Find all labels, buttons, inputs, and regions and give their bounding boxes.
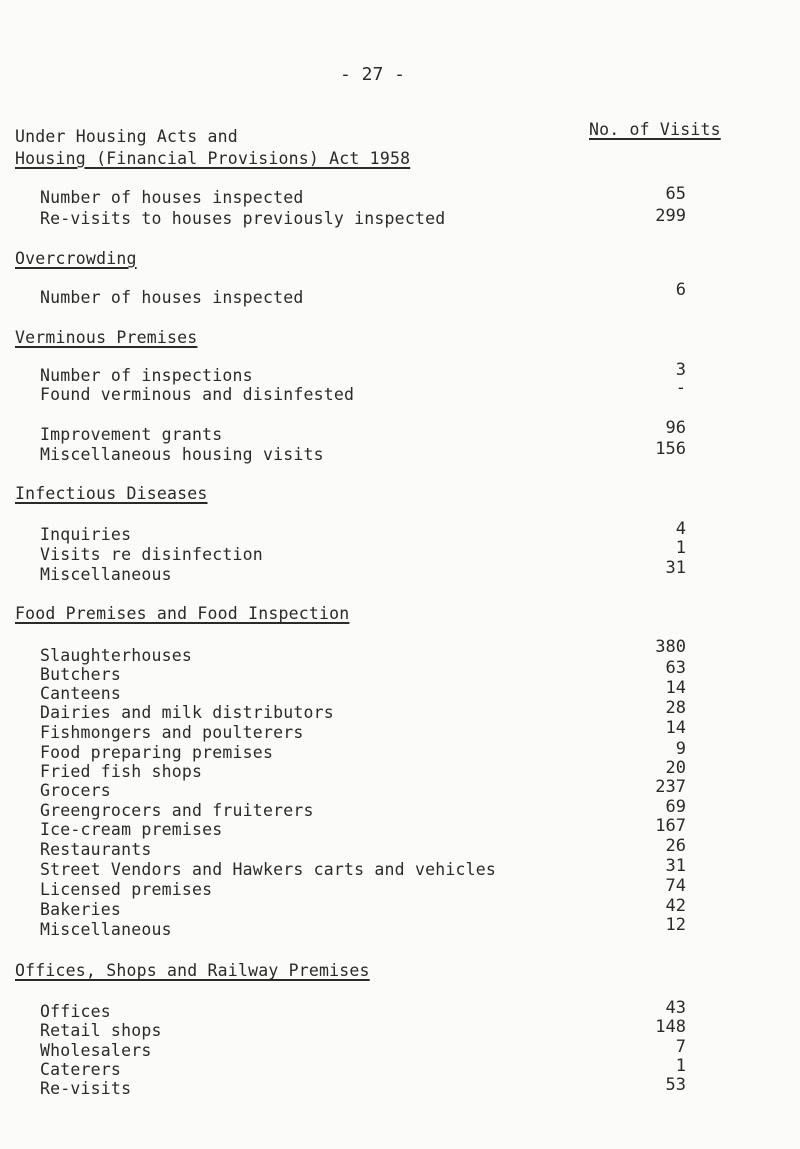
section-title-verminous: Verminous Premises bbox=[15, 328, 198, 347]
row-label: Miscellaneous bbox=[40, 565, 172, 584]
row-label: Number of inspections bbox=[40, 366, 253, 385]
row-label: Number of houses inspected bbox=[40, 288, 304, 307]
row-value: 14 bbox=[665, 718, 686, 738]
row-value: 12 bbox=[665, 915, 686, 935]
row-value: 299 bbox=[655, 206, 686, 226]
row-value: 9 bbox=[675, 739, 686, 759]
row-label: Re-visits bbox=[40, 1079, 132, 1098]
row-label: Wholesalers bbox=[40, 1041, 152, 1060]
row-label: Grocers bbox=[40, 781, 111, 800]
row-label: Slaughterhouses bbox=[40, 646, 193, 665]
page-number: - 27 - bbox=[340, 64, 406, 85]
row-value: 65 bbox=[665, 184, 686, 204]
row-label: Number of houses inspected bbox=[40, 188, 304, 207]
row-label: Canteens bbox=[40, 684, 122, 703]
row-label: Fishmongers and poulterers bbox=[40, 723, 304, 742]
section-title-food: Food Premises and Food Inspection bbox=[15, 604, 350, 623]
row-value: 1 bbox=[675, 1056, 686, 1076]
row-value: 237 bbox=[655, 777, 686, 797]
row-value: 3 bbox=[675, 360, 686, 380]
row-label: Caterers bbox=[40, 1060, 122, 1079]
row-value: 167 bbox=[655, 816, 686, 836]
row-value: 42 bbox=[665, 896, 686, 916]
row-value: 156 bbox=[655, 439, 686, 459]
column-header: No. of Visits bbox=[589, 120, 721, 139]
row-label: Ice-cream premises bbox=[40, 820, 223, 839]
row-label: Re-visits to houses previously inspected bbox=[40, 209, 446, 228]
row-label: Licensed premises bbox=[40, 880, 213, 899]
row-value: 4 bbox=[675, 519, 686, 539]
row-value: 20 bbox=[665, 758, 686, 778]
heading-line-2: Housing (Financial Provisions) Act 1958 bbox=[15, 149, 411, 168]
row-label: Found verminous and disinfested bbox=[40, 385, 355, 404]
row-value: 7 bbox=[675, 1037, 686, 1057]
row-label: Visits re disinfection bbox=[40, 545, 263, 564]
row-value: 28 bbox=[665, 698, 686, 718]
row-label: Greengrocers and fruiterers bbox=[40, 801, 314, 820]
row-value: 148 bbox=[655, 1017, 686, 1037]
row-value: - bbox=[675, 378, 686, 398]
row-value: 26 bbox=[665, 836, 686, 856]
row-label: Restaurants bbox=[40, 840, 152, 859]
row-value: 380 bbox=[655, 637, 686, 657]
row-value: 63 bbox=[665, 658, 686, 678]
row-label: Miscellaneous bbox=[40, 920, 172, 939]
row-value: 74 bbox=[665, 876, 686, 896]
row-value: 6 bbox=[675, 280, 686, 300]
row-label: Offices bbox=[40, 1002, 111, 1021]
row-value: 31 bbox=[665, 558, 686, 578]
row-value: 31 bbox=[665, 856, 686, 876]
section-title-overcrowding: Overcrowding bbox=[15, 249, 137, 268]
row-label: Improvement grants bbox=[40, 425, 223, 444]
row-value: 14 bbox=[665, 678, 686, 698]
row-value: 43 bbox=[665, 998, 686, 1018]
row-label: Miscellaneous housing visits bbox=[40, 445, 324, 464]
section-title-infectious: Infectious Diseases bbox=[15, 484, 208, 503]
row-label: Fried fish shops bbox=[40, 762, 203, 781]
row-label: Retail shops bbox=[40, 1021, 162, 1040]
row-value: 53 bbox=[665, 1075, 686, 1095]
row-value: 1 bbox=[675, 538, 686, 558]
row-value: 69 bbox=[665, 797, 686, 817]
row-label: Food preparing premises bbox=[40, 743, 274, 762]
heading-line-1: Under Housing Acts and bbox=[15, 127, 238, 146]
section-title-offices: Offices, Shops and Railway Premises bbox=[15, 961, 370, 980]
row-label: Inquiries bbox=[40, 525, 132, 544]
row-value: 96 bbox=[665, 418, 686, 438]
row-label: Bakeries bbox=[40, 900, 122, 919]
row-label: Dairies and milk distributors bbox=[40, 703, 334, 722]
row-label: Butchers bbox=[40, 665, 122, 684]
row-label: Street Vendors and Hawkers carts and vehicles bbox=[40, 860, 497, 879]
